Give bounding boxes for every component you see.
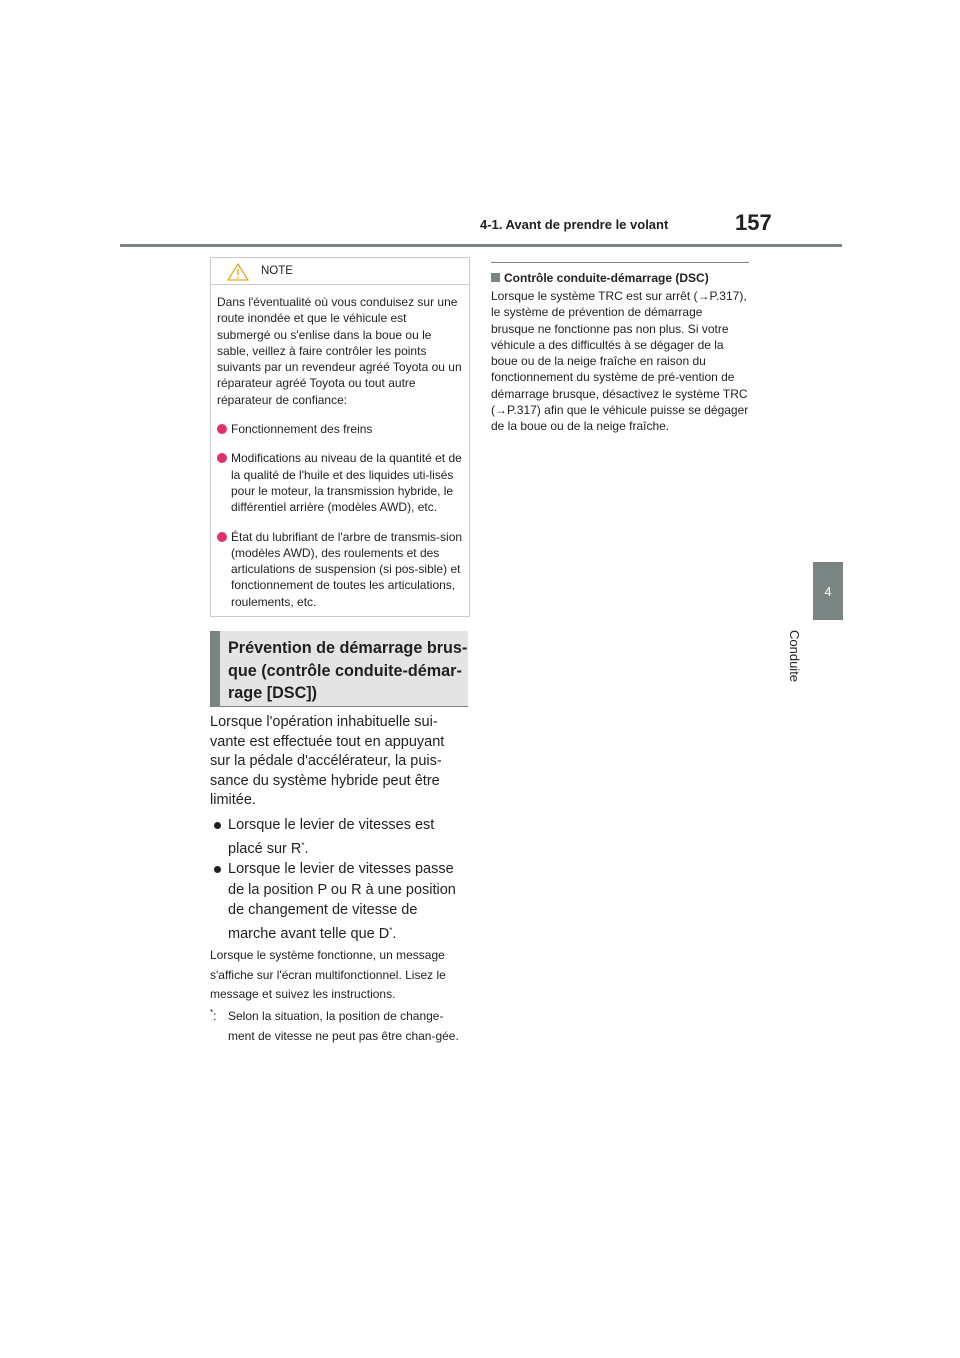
- chapter-number: 4: [824, 583, 832, 599]
- note-label: NOTE: [261, 265, 293, 277]
- section-heading: Prévention de démarrage brus-que (contrôle conduite-démar-rage [DSC]): [228, 639, 468, 702]
- footnote: [210, 1007, 468, 1046]
- punctuation: .: [392, 925, 397, 942]
- section-title: 4-1. Avant de prendre le volant: [480, 217, 669, 232]
- bullet-text: marche avant telle que D: [228, 925, 390, 942]
- bullet-text-line: [228, 839, 468, 860]
- footnote-colon: :: [213, 1009, 217, 1023]
- note-item: [217, 450, 463, 515]
- bullet-text: placé sur R: [228, 840, 302, 857]
- footnote-asterisk: *: [210, 1008, 214, 1017]
- chapter-name: Conduite: [787, 630, 802, 683]
- bullet-dot-icon: [217, 453, 227, 463]
- info-text: Lorsque le système fonctionne, un message s'affiche sur l'écran multifonctionnel. Lisez le message et suivez les instructions.: [210, 948, 446, 1001]
- sub-heading-text: Contrôle conduite-démarrage (DSC): [504, 271, 709, 285]
- note-header: [211, 258, 469, 285]
- footnote-marker: *: [389, 925, 393, 935]
- square-bullet-icon: [491, 273, 500, 282]
- note-item-text: Fonctionnement des freins: [231, 422, 373, 437]
- bullet-text-line: [228, 924, 468, 945]
- footnote-mark: [210, 1007, 216, 1027]
- bullet-dot-icon: [217, 532, 227, 542]
- chapter-name-container: [783, 630, 813, 690]
- note-intro: Dans l'éventualité où vous conduisez sur une route inondée et que le véhicule est submergé ou s'enlise dans la boue ou le sable, veillez à faire contrôler les points suivants par un revendeur agréé Toyota ou un réparateur agréé Toyota ou tout autre réparateur de confiance:: [217, 295, 462, 407]
- note-item-text: Modifications au niveau de la quantité et de la qualité de l'huile et des liquides uti-lisés pour le moteur, la transmission hybride, le différentiel arrière (modèles AWD), etc.: [231, 451, 462, 515]
- warning-triangle-icon: [227, 263, 249, 281]
- section-heading-bar: [210, 631, 468, 706]
- bullet-text: Lorsque le levier de vitesses est: [228, 817, 435, 833]
- bullet-text: Lorsque le levier de vitesses passe de la position P ou R à une position de changement de vitesse de: [228, 861, 456, 918]
- bullet-dot-icon: [217, 424, 227, 434]
- page-number: 157: [735, 210, 772, 235]
- header-divider: [120, 244, 842, 247]
- footnote-marker: *: [301, 840, 305, 850]
- bullet-dot-icon: [214, 866, 221, 873]
- note-body: [217, 294, 463, 610]
- punctuation: .: [304, 840, 309, 857]
- list-item: [210, 815, 468, 859]
- sub-heading: [491, 270, 749, 286]
- right-column-rule: [491, 262, 749, 263]
- note-item-text: État du lubrifiant de l'arbre de transmis-sion (modèles AWD), des roulements et des articulations de suspension (si pos-sible) et fonctionnement de toutes les articulations, roulements, etc.: [231, 529, 463, 609]
- chapter-tab: [813, 562, 843, 620]
- note-item: [217, 421, 463, 437]
- bullet-dot-icon: [214, 822, 221, 829]
- heading-underline: [210, 706, 468, 707]
- right-body-text: Lorsque le système TRC est sur arrêt (→P.317), le système de prévention de démarrage brusque ne fonctionne pas non plus. Si votre véhicule a des difficultés à se dégager de la boue ou de la neige fraîche en raison du fonctionnement du système de pré-vention de démarrage brusque, désactivez le système TRC (→P.317) afin que le véhicule puisse se dégager de la boue ou de la neige fraîche.: [491, 289, 749, 434]
- note-box: [210, 257, 470, 617]
- section-intro: Lorsque l'opération inhabituelle sui-vante est effectuée tout en appuyant sur la pédale d'accélérateur, la puis-sance du système hybride peut être limitée.: [210, 714, 445, 808]
- footnote-text: Selon la situation, la position de change-ment de vitesse ne peut pas être chan-gée.: [228, 1009, 459, 1043]
- note-item: [217, 529, 463, 610]
- list-item: [210, 859, 468, 944]
